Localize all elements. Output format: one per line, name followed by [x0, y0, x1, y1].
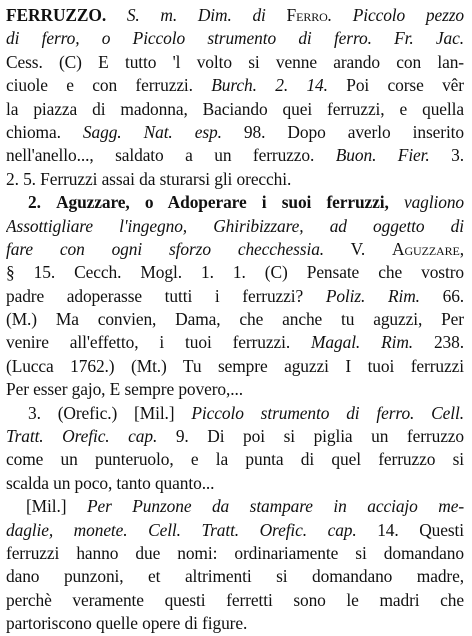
sense3-line-4: scalda un poco, tanto quanto...: [6, 472, 215, 493]
entry-line-4-text-a: ciuole e con ferruzzi.: [6, 75, 212, 96]
sense4-line-1-text-a: [Mil.]: [26, 497, 67, 517]
entry-line-6-text-b: Sagg. Nat. esp.: [82, 121, 222, 142]
headword: FERRUZZO.: [6, 5, 107, 25]
sense3-line-2: [6, 425, 464, 448]
sense4-line-6: partoriscono quelle opere di figure.: [6, 613, 248, 634]
sense2-line-5-text-c: 66.: [442, 286, 464, 306]
sense4-line-2-text-b: 14. Questi: [377, 519, 464, 540]
sense2-line-7-text-a: venire all'effetto, i tuoi ferruzzi.: [6, 332, 291, 353]
sense2-line-7-text-c: 238.: [433, 332, 464, 353]
entry-line-7-text-a: nell'anello..., saldato a un ferruzzo.: [6, 145, 336, 166]
sense2-line-5-text-b: Poliz. Rim.: [325, 286, 420, 306]
sense2-number: 2.: [28, 193, 41, 213]
sense2-line-3-text-b: V.: [350, 238, 366, 259]
sense3-line-1-text-a: 3. (Orefic.) [Mil.]: [28, 402, 175, 423]
entry-line-4-text-b: Burch. 2. 14.: [211, 75, 328, 96]
sense4-line-2: [6, 519, 464, 542]
entry-line-6: [6, 121, 464, 144]
sense2-line-7: [6, 331, 464, 354]
sense2-line-2: Assottigliare l'ingegno, Ghiribizzare, ad oggetto di: [6, 215, 464, 236]
sense4-line-4: dano punzoni, et altrimenti si domandano madre,: [6, 566, 464, 587]
entry-line-6-text-c: 98. Dopo averlo inserito: [221, 121, 464, 142]
entry-line-1-text-b: Ferro: [286, 5, 328, 25]
entry-line-7-text-b: Buon. Fier.: [335, 145, 430, 166]
sense3-line-3: come un punteruolo, e la punta di quel ferruzzo si: [6, 449, 464, 470]
entry-line-4: [6, 74, 464, 97]
sense2-line-9: Per esser gajo, E sempre povero,...: [6, 379, 243, 400]
sense2-line-8: (Lucca 1762.) (Mt.) Tu sempre aguzzi I tuoi ferruzzi: [6, 355, 464, 376]
sense2-line-3-text-c: Aguzzare,: [392, 238, 464, 259]
entry-line-1: [6, 4, 464, 27]
sense4-line-1-text-b: Per Punzone da stampare in acciajo me-: [86, 497, 464, 517]
sense4-line-2-text-a: daglie, monete. Cell. Tratt. Orefic. cap.: [6, 519, 357, 540]
sense2-line-1: [6, 191, 464, 214]
sense2-line-7-text-b: Magal. Rim.: [311, 332, 414, 353]
sense3-line-2-text-a: Tratt. Orefic. cap.: [6, 427, 158, 447]
sense2-line-6: (M.) Ma convien, Dama, che anche tu aguzzi, Per: [6, 309, 464, 330]
sense2-line-5: [6, 285, 464, 308]
sense3-line-2-text-b: 9. Di poi si piglia un ferruzzo: [175, 427, 464, 447]
entry-line-5: la piazza di madonna, Baciando quei ferruzzi, e quella: [6, 98, 464, 119]
sense2-line-1-text: vagliono: [403, 193, 464, 213]
sense2-line-3: [6, 238, 464, 261]
sense2-line-4: § 15. Cecch. Mogl. 1. 1. (C) Pensate che vostro: [6, 262, 464, 283]
sense2-heading: Aguzzare, o Adoperare i suoi ferruzzi,: [56, 193, 389, 213]
sense2-line-5-text-a: padre adoperasse tutti i ferruzzi?: [6, 286, 304, 306]
entry-line-4-text-c: Poi corse vêr: [327, 75, 464, 96]
sense2-line-3-text-a: fare con ogni sforzo checchessia.: [6, 238, 325, 259]
entry-line-6-text-a: chioma.: [6, 121, 83, 142]
sense4-line-3: ferruzzi hanno due nomi: ordinariamente si domandano: [6, 542, 464, 563]
entry-line-7: [6, 144, 464, 167]
sense4-line-5: perchè veramente questi ferretti sono le madri che: [6, 589, 464, 610]
entry-line-3: Cess. (C) E tutto 'l volto si venne arando con lan-: [6, 51, 464, 72]
sense3-line-1-text-b: Piccolo strumento di ferro. Cell.: [191, 402, 464, 423]
entry-line-1-text-c: . Piccolo pezzo: [327, 5, 464, 25]
entry-line-8: 2. 5. Ferruzzi assai da sturarsi gli orecchi.: [6, 168, 292, 189]
entry-line-2: di ferro, o Piccolo strumento di ferro. Fr. Jac.: [6, 28, 464, 49]
entry-line-1-text-a: S. m. Dim. di: [126, 5, 287, 25]
dictionary-page: [6, 4, 464, 636]
sense4-line-1: [6, 495, 464, 518]
sense3-line-1: [6, 402, 464, 425]
entry-line-7-text-c: 3.: [429, 145, 464, 166]
